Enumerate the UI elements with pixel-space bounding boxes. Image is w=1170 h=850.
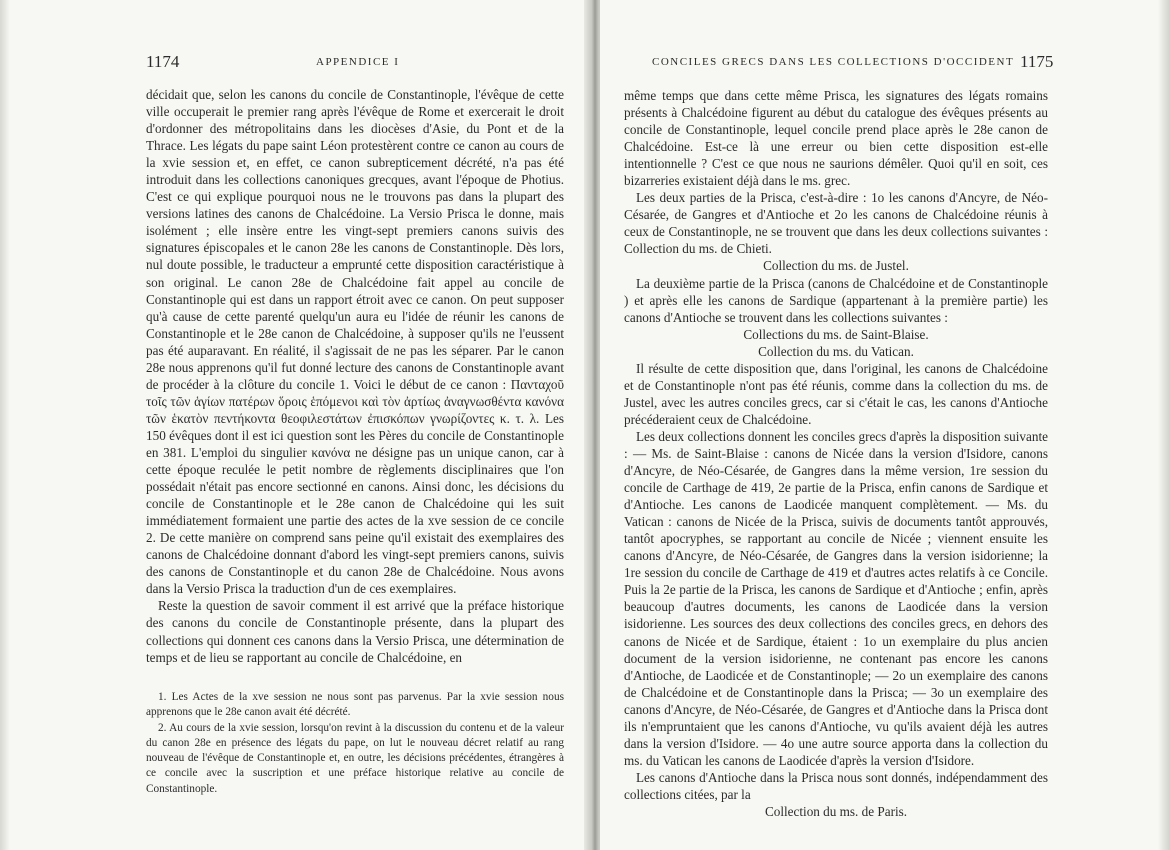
left-paragraph-1: décidait que, selon les canons du concile de Constantinople, l'évêque de cette ville occuperait le premier rang après l'évêque de Rome et exercerait le droit d'ordonner des métropolitains dans les diocèses d'Asie, du Pont et de la Thrace. Les légats du pape saint Léon protestèrent contre ce canon au cours de la xvie session et, en effet, ce canon subrepticement décrété, n'a pas été introduit dans les collections canoniques grecques, avant l'époque de Photius. C'est ce qui explique pourquoi nous ne le trouvons pas dans la plupart des versions latines des canons de Chalcédoine. La Versio Prisca le donne, mais isolément ; elle insère entre les vingt-sept premiers canons suivis des signatures épiscopales et le canon 28e les canons de Constantinople. Dès lors, nul doute possible, le traducteur a emprunté cette disposition caractéristique à son original. Le canon 28e de Chalcédoine fait appel au concile de Constantinople qui est dans un rapport étroit avec ce canon. On peut supposer qu'à cause de cette parenté quelqu'un aura eu l'idée de réunir les canons de Constantinople et le 28e canon de Chalcédoine, à supposer qu'ils ne l'eussent pas été auparavant. En réalité, il s'agissait de ne pas les séparer. Par le canon 28e nous apprenons qu'il fut donné lecture des canons de Constantinople avant de procéder à la clôture du concile 1. Voici le début de ce canon : Πανταχοῦ τοῖς τῶν ἁγίων πατέρων ὅροις ἑπόμενοι καὶ τὸν ἀρτίως ἀναγνωσθέντα κανόνα τῶν ἑκατὸν πεντήκοντα θεοφιλεστάτων ἐπισκόπων γνωρίζοντες κ. τ. λ. Les 150 évêques dont il est ici question sont les Pères du concile de Constantinople en 381. L'emploi du singulier κανόνα ne désigne pas un unique canon, car à cette époque reculée le petit nombre de règlements disciplinaires que l'on possédait n'était pas encore sectionné en canons. Ainsi donc, les décisions du concile de Constantinople et le 28e canon de Chalcédoine qui les suit immédiatement formaient une partie des actes de la xve session de ce concile 2. De cette manière on comprend sans peine qu'il existait des exemplaires des canons de Chalcédoine donnant d'abord les vingt-sept premiers canons, suivis des canons de Constantinople et du canon 28e de Chalcédoine. Nous avons dans la Versio Prisca la traduction d'un de ces exemplaires. (146, 87, 564, 597)
right-page-edge (1158, 0, 1170, 850)
right-block-8: Les deux collections donnent les conciles grecs d'après la disposition suivante : — Ms. de Saint-Blaise : canons de Nicée dans la version d'Isidore, canons d'Ancyre, de Néo-Césarée, de Gangres dans la même version, 1re session du concile de Carthage de 419, 2e partie de la Prisca, enfin canons de Sardique et d'Antioche. Les canons de Laodicée manquent complètement. — Ms. du Vatican : canons de Nicée de la Prisca, suivis de documents tantôt approuvés, tantôt apocryphes, se rapportant au concile de Nicée ; viennent ensuite les canons d'Ancyre, de Néo-Césarée, de Gangres dans la version isidorienne; la 1re session du concile de Carthage de 419 et d'autres actes relatifs à ce Concile. Puis la 2e partie de la Prisca, les canons de Sardique et d'Antioche ; enfin, après beaucoup d'autres documents, les canons de Laodicée dans la version isidorienne. Les sources des deux collections des conciles grecs, en dehors des canons de Nicée et de Sardique, étaient : 1o un exemplaire du plus ancien document de la version isidorienne, ne contenant pas encore les canons d'Antioche, de Laodicée et de Constantinople; — 2o un exemplaire des canons de Chalcédoine et de Constantinople dans la Prisca; — 3o un exemplaire des canons d'Ancyre, de Néo-Césarée, de Gangres et d'Antioche dans la Prisca dont ils n'empruntaient que les canons d'Antioche, vu qu'ils avaient déjà les autres dans la version d'Isidore. — 4o une autre source apporta dans la collection du ms. du Vatican les canons de Laodicée d'après la version d'Isidore. (624, 428, 1048, 768)
footnote-1: 1. Les Actes de la xve session ne nous sont pas parvenus. Par la xvie session nous apprenons que le 28e canon avait été décrété. (146, 691, 564, 719)
right-block-9: Les canons d'Antioche dans la Prisca nous sont donnés, indépendamment des collections citées, par la (624, 769, 1048, 802)
left-footnotes (146, 690, 564, 797)
right-block-2: Les deux parties de la Prisca, c'est-à-dire : 1o les canons d'Ancyre, de Néo-Césarée, de Gangres et d'Antioche et 2o les canons de Chalcédoine réunis à ceux de Constantinople, ne se trouvent que dans les deux collections suivantes : Collection du ms. de Chieti. (624, 190, 1048, 257)
right-block-4: La deuxième partie de la Prisca (canons de Chalcédoine et de Constantinople ) et après elle les canons de Sardique (appartenant à la première partie) les canons d'Antioche se trouvent dans les collections suivantes : (624, 275, 1048, 325)
right-page-number: 1175 (1020, 52, 1054, 71)
right-block-3: Collection du ms. de Justel. (763, 258, 909, 274)
right-page (600, 0, 1170, 850)
left-page-number: 1174 (146, 52, 180, 71)
right-block-6: Collection du ms. du Vatican. (758, 343, 914, 359)
right-block-1: même temps que dans cette même Prisca, les signatures des légats romains présents à Chalcédoine figurent au début du catalogue des évêques présents au concile de Constantinople, lequel concile prend place après le 28e canon de Chalcédoine. Est-ce là une erreur ou bien cette disposition est-elle intentionnelle ? C'est ce que nous ne saurions démêler. Quoi qu'il en soit, ces bizarreries existaient déjà dans le ms. grec. (624, 88, 1048, 189)
right-block-5: Collections du ms. de Saint-Blaise. (743, 326, 929, 342)
left-paragraph-2: Reste la question de savoir comment il est arrivé que la préface historique des canons du concile de Constantinople présente, dans la plupart des collections qui donnent ces canons dans la Versio Prisca, une détermination de temps et de lieu se rapportant au concile de Chalcédoine, en (146, 598, 564, 665)
right-block-7: Il résulte de cette disposition que, dans l'original, les canons de Chalcédoine et de Constantinople n'ont pas été réunis, comme dans la collection du ms. de Justel, avec les autres conciles grecs, car si c'était le cas, les canons d'Antioche précéderaient ceux de Chalcédoine. (624, 360, 1048, 427)
left-body-text (146, 86, 564, 666)
right-block-10: Collection du ms. de Paris. (764, 803, 908, 819)
left-page-edge (0, 0, 10, 850)
right-body-text (624, 87, 1048, 820)
footnote-2: 2. Au cours de la xvie session, lorsqu'on revint à la discussion du contenu et de la valeur du canon 28e en présence des légats du pape, on lut le nouveau décret relatif au rang nouveau de l'évêque de Constantinople et, en outre, les décisions précédentes, étrangères à ce concile avec la suscription et une préface historique relative au concile de Constantinople. (146, 721, 564, 795)
right-running-head: CONCILES GRECS DANS LES COLLECTIONS D'OCCIDENT (652, 56, 1015, 68)
left-running-head: APPENDICE I (316, 56, 400, 68)
